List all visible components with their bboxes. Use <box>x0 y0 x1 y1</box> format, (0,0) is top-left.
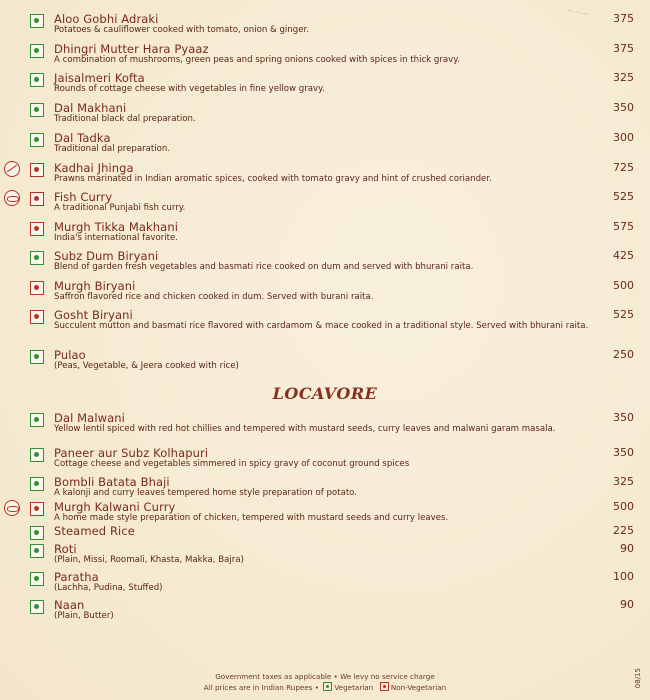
menu-item-description: India's international favorite. <box>54 233 179 243</box>
menu-item-price: 350 <box>613 446 634 459</box>
veg-symbol-icon <box>30 251 44 265</box>
fish-icon <box>4 190 20 206</box>
menu-item-name: Gosht Biryani <box>54 308 133 322</box>
menu-item-price: 350 <box>613 411 634 424</box>
menu-item-name: Murgh Kalwani Curry <box>54 500 176 514</box>
menu-item-description: (Plain, Missi, Roomali, Khasta, Makka, Bajra) <box>54 555 244 565</box>
menu-item-description: Rounds of cottage cheese with vegetables in fine yellow gravy. <box>54 84 325 94</box>
menu-item-price: 525 <box>613 308 634 321</box>
menu-item-name: Kadhai Jhinga <box>54 161 134 175</box>
menu-item-name: Aloo Gobhi Adraki <box>54 12 159 26</box>
menu-item-name: Naan <box>54 598 85 612</box>
menu-item-description: Cottage cheese and vegetables simmered in spicy gravy of coconut ground spices <box>54 459 410 469</box>
menu-code: 08/15 <box>634 668 642 689</box>
nonveg-symbol-icon <box>380 682 389 691</box>
veg-symbol-icon <box>30 14 44 28</box>
veg-symbol-icon <box>323 682 332 691</box>
footer-note: Government taxes as applicable • We levy no service charge <box>215 672 435 681</box>
menu-item-price: 100 <box>613 570 634 583</box>
menu-item-name: Dal Tadka <box>54 131 111 145</box>
footer-prices-note: All prices are in Indian Rupees • <box>203 683 320 692</box>
menu-item-description: Traditional dal preparation. <box>54 144 171 154</box>
veg-symbol-icon <box>30 44 44 58</box>
menu-item-name: Subz Dum Biryani <box>54 249 159 263</box>
veg-symbol-icon <box>30 477 44 491</box>
menu-item-description: Yellow lentil spiced with red hot chillies and tempered with mustard seeds, curry leaves and malwani garam masala. <box>54 424 556 434</box>
menu-item-price: 325 <box>613 71 634 84</box>
veg-symbol-icon <box>30 413 44 427</box>
menu-item-description: (Plain, Butter) <box>54 611 114 621</box>
menu-item-name: Murgh Biryani <box>54 279 136 293</box>
menu-item-price: 90 <box>620 598 634 611</box>
veg-symbol-icon <box>30 526 44 540</box>
menu-item-description: A traditional Punjabi fish curry. <box>54 203 186 213</box>
nonveg-symbol-icon <box>30 502 44 516</box>
nonveg-symbol-icon <box>30 222 44 236</box>
nonveg-symbol-icon <box>30 192 44 206</box>
veg-symbol-icon <box>30 133 44 147</box>
menu-item-price: 250 <box>613 348 634 361</box>
pencil-mark: ~~~ <box>565 5 590 21</box>
menu-item-description: Succulent mutton and basmati rice flavored with cardamom & mace cooked in a traditional style. Served with bhurani raita. <box>54 321 589 331</box>
veg-label: Vegetarian <box>334 683 374 692</box>
menu-item-price: 325 <box>613 475 634 488</box>
veg-symbol-icon <box>30 600 44 614</box>
menu-item-name: Dal Makhani <box>54 101 127 115</box>
menu-item-description: (Peas, Vegetable, & Jeera cooked with rice) <box>54 361 239 371</box>
veg-symbol-icon <box>30 73 44 87</box>
menu-item-price: 350 <box>613 101 634 114</box>
nonveg-symbol-icon <box>30 163 44 177</box>
menu-item-description: A kalonji and curry leaves tempered home style preparation of potato. <box>54 488 358 498</box>
menu-item-name: Steamed Rice <box>54 524 135 538</box>
section-title: LOCAVORE <box>272 384 378 403</box>
menu-item-description: A combination of mushrooms, green peas and spring onions cooked with spices in thick gravy. <box>54 55 460 65</box>
nonveg-label: Non-Vegetarian <box>390 683 447 692</box>
menu-item-price: 375 <box>613 12 634 25</box>
menu-item-price: 500 <box>613 279 634 292</box>
menu-item-name: Jaisalmeri Kofta <box>54 71 145 85</box>
menu-item-price: 225 <box>613 524 634 537</box>
menu-item-name: Pulao <box>54 348 86 362</box>
menu-item-name: Dhingri Mutter Hara Pyaaz <box>54 42 209 56</box>
menu-item-price: 500 <box>613 500 634 513</box>
menu-item-description: (Lachha, Pudina, Stuffed) <box>54 583 163 593</box>
veg-symbol-icon <box>30 544 44 558</box>
fish-icon <box>4 500 20 516</box>
chili-icon <box>4 161 20 177</box>
menu-item-description: Saffron flavored rice and chicken cooked in dum. Served with burani raita. <box>54 292 374 302</box>
menu-item-description: Potatoes & cauliflower cooked with tomato, onion & ginger. <box>54 25 309 35</box>
menu-item-price: 300 <box>613 131 634 144</box>
nonveg-symbol-icon <box>30 310 44 324</box>
menu-item-name: Dal Malwani <box>54 411 125 425</box>
menu-item-name: Bombli Batata Bhaji <box>54 475 170 489</box>
footer-legend <box>0 682 650 692</box>
menu-item-description: Prawns marinated in Indian aromatic spices, cooked with tomato gravy and hint of crushed coriander. <box>54 174 492 184</box>
menu-item-price: 725 <box>613 161 634 174</box>
menu-item-name: Murgh Tikka Makhani <box>54 220 179 234</box>
menu-item-name: Fish Curry <box>54 190 113 204</box>
menu-item-name: Roti <box>54 542 77 556</box>
menu-item-price: 525 <box>613 190 634 203</box>
menu-item-price: 425 <box>613 249 634 262</box>
menu-item-description: Blend of garden fresh vegetables and basmati rice cooked on dum and served with bhurani raita. <box>54 262 474 272</box>
veg-symbol-icon <box>30 572 44 586</box>
menu-item-price: 375 <box>613 42 634 55</box>
menu-item-name: Paratha <box>54 570 99 584</box>
veg-symbol-icon <box>30 448 44 462</box>
menu-item-price: 90 <box>620 542 634 555</box>
veg-symbol-icon <box>30 350 44 364</box>
menu-item-description: Traditional black dal preparation. <box>54 114 196 124</box>
veg-symbol-icon <box>30 103 44 117</box>
menu-item-price: 575 <box>613 220 634 233</box>
nonveg-symbol-icon <box>30 281 44 295</box>
menu-item-description: A home made style preparation of chicken, tempered with mustard seeds and curry leaves. <box>54 513 449 523</box>
menu-item-name: Paneer aur Subz Kolhapuri <box>54 446 209 460</box>
